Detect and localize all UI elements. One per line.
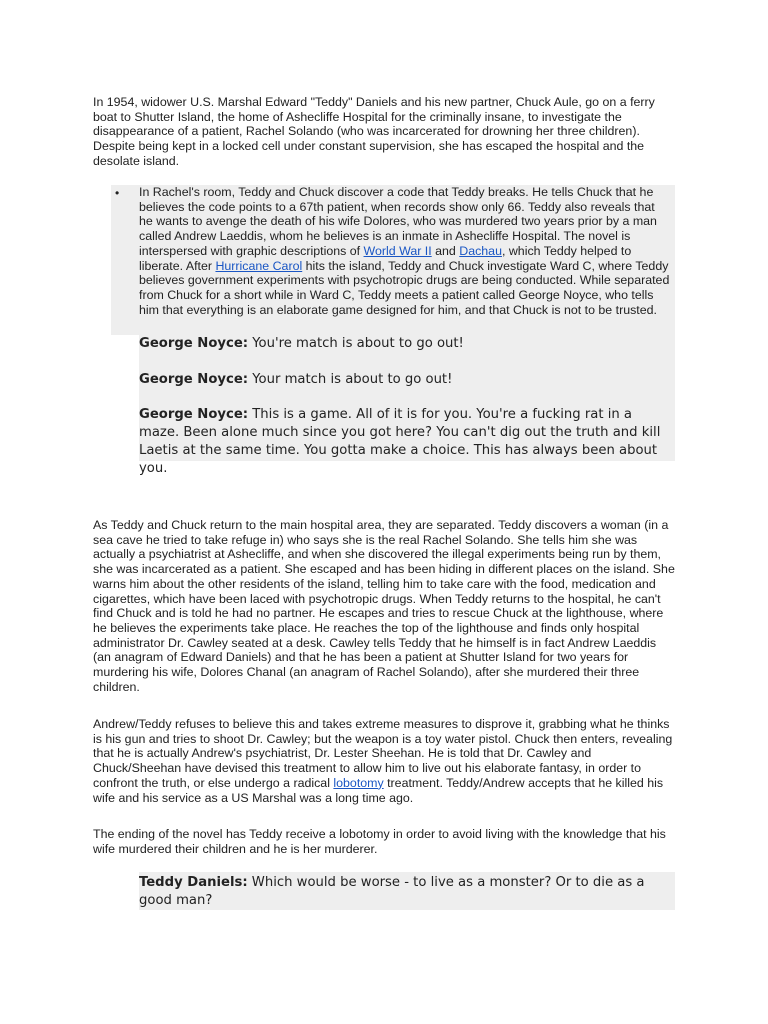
quote-speaker: Teddy Daniels: [139, 875, 248, 890]
quote-text: Which would be worse - to live as a monster? Or to die as a good man? [139, 875, 645, 908]
para3-text-2: treatment. Teddy/Andrew accepts that he killed his wife and his service as a US Marshal was a long time ago. [93, 775, 664, 805]
quote-speaker: George Noyce: [139, 372, 249, 387]
bullet-text-2: and [431, 243, 460, 258]
bullet-paragraph [139, 185, 671, 317]
quote-line [139, 371, 673, 389]
intro-paragraph: In 1954, widower U.S. Marshal Edward "Teddy" Daniels and his new partner, Chuck Aule, go on a ferry boat to Shutter Island, the home of Ashecliffe Hospital for the criminally insane, to investigate the disappearance of a patient, Rachel Solando (who was incarcerated for drowning her three children). Despite being kept in a locked cell under constant supervision, she has escaped the hospital and the desolate island. [93, 95, 655, 168]
quote-line [139, 406, 673, 478]
quote-speaker: George Noyce: [139, 336, 249, 351]
bullet-text-4: hits the island, Teddy and Chuck investigate Ward C, where Teddy believes government experiments with psychotropic drugs are being conducted. While separated from Chuck for a short while in Ward C, Teddy meets a patient called George Noyce, who tells him that everything is an elaborate game designed for him, and that Chuck is not to be trusted. [139, 258, 670, 317]
quote-line [139, 335, 673, 353]
bullet-text-3: , which Teddy helped to liberate. After [139, 243, 632, 273]
link-dachau[interactable]: Dachau [459, 243, 502, 258]
quote-speaker: George Noyce: [139, 407, 249, 422]
body-paragraph-4: The ending of the novel has Teddy receive a lobotomy in order to avoid living with the knowledge that his wife murdered their children and he is her murderer. [93, 827, 666, 856]
quote-text: Your match is about to go out! [248, 372, 453, 387]
quote-text: You're match is about to go out! [248, 336, 464, 351]
bullet-text-1: In Rachel's room, Teddy and Chuck discover a code that Teddy breaks. He tells Chuck that he believes the code points to a 67th patient, when records show only 66. Teddy also reveals that he wants to avenge the death of his wife Dolores, who was murdered two years prior by a man called Andrew Laeddis, whom he believes is an inmate in Ashecliffe Hospital. The novel is interspersed with graphic descriptions of [139, 185, 657, 258]
final-quote-line [139, 874, 673, 910]
body-paragraph-3 [93, 717, 677, 805]
quote-text: This is a game. All of it is for you. You're a fucking rat in a maze. Been alone much since you got here? You can't dig out the truth and kill Laetis at the same time. You gotta make a choice. This has always been about you. [139, 407, 661, 476]
bullet-marker: • [115, 186, 120, 200]
link-hurricane-carol[interactable]: Hurricane Carol [215, 258, 303, 273]
para3-text-1: Andrew/Teddy refuses to believe this and takes extreme measures to disprove it, grabbing what he thinks is his gun and tries to shoot Dr. Cawley; but the weapon is a toy water pistol. Chuck then enters, revealing that he is actually Andrew's psychiatrist, Dr. Lester Sheehan. He is told that Dr. Cawley and Chuck/Sheehan have devised this treatment to allow him to live out his elaborate fantasy, in order to confront the truth, or else undergo a radical [93, 717, 673, 790]
body-paragraph-2: As Teddy and Chuck return to the main hospital area, they are separated. Teddy discovers a woman (in a sea cave he tried to take refuge in) who says she is the real Rachel Solando. She tells him she was actually a psychiatrist at Ashecliffe, and when she discovered the illegal experiments being run by them, she was incarcerated as a patient. She escaped and has been hiding in different places on the island. She warns him about the other residents of the island, telling him to take care with the food, medication and cigarettes, which have been laced with psychotropic drugs. When Teddy returns to the hospital, he can't find Chuck and is told he had no partner. He escapes and tries to rescue Chuck at the lighthouse, where he believes the experiments take place. He reaches the top of the lighthouse and finds only hospital administrator Dr. Cawley seated at a desk. Cawley tells Teddy that he himself is in fact Andrew Laeddis (an anagram of Edward Daniels) and that he has been a patient at Shutter Island for two years for murdering his wife, Dolores Chanal (an anagram of Rachel Solando), after she murdered their three children. [93, 518, 675, 694]
link-lobotomy[interactable]: lobotomy [333, 775, 384, 790]
link-world-war-ii[interactable]: World War II [363, 243, 432, 258]
